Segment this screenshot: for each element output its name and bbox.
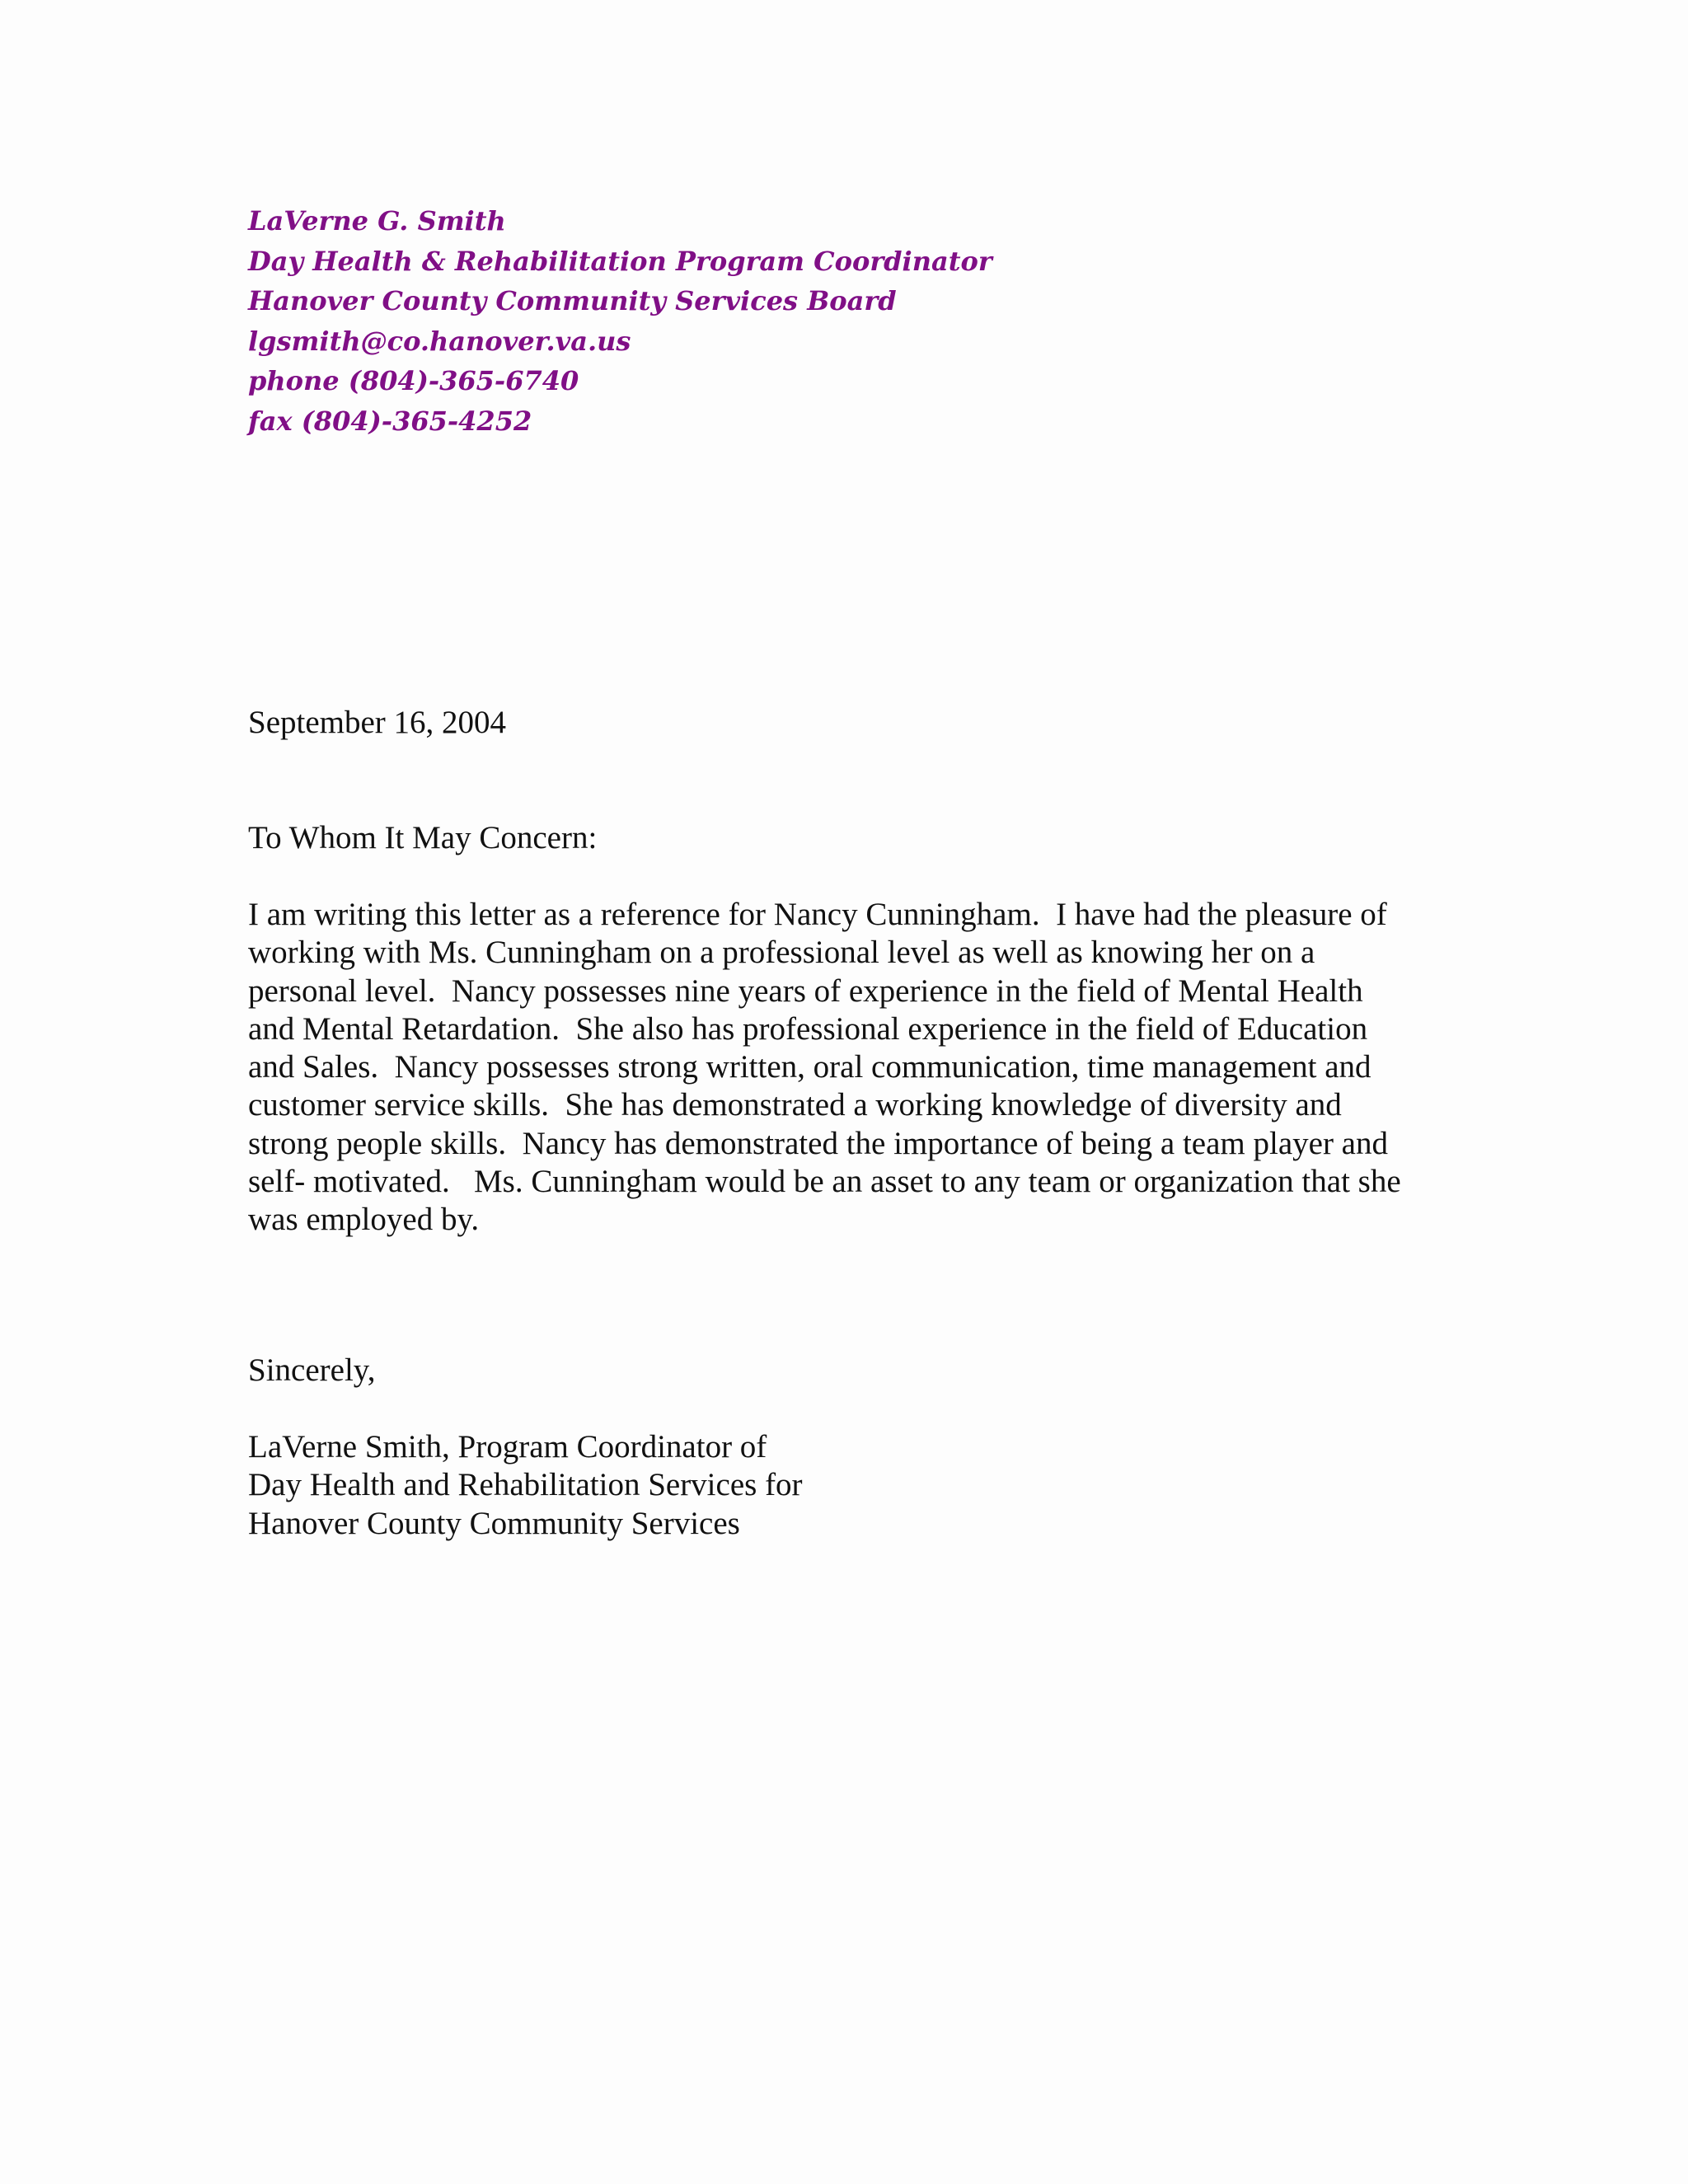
signature-line: Hanover County Community Services — [248, 1505, 740, 1541]
body-line: customer service skills. She has demonstrated a working knowledge of diversity and — [248, 1087, 1342, 1123]
letter-date: September 16, 2004 — [248, 705, 507, 740]
signature-line: LaVerne Smith, Program Coordinator of — [248, 1429, 767, 1465]
closing: Sincerely, — [248, 1352, 376, 1388]
body-line: strong people skills. Nancy has demonstrated the importance of being a team player and — [248, 1125, 1388, 1161]
signature-block — [248, 1428, 803, 1543]
signature-line: Day Health and Rehabilitation Services for — [248, 1467, 803, 1503]
sender-organization: Hanover County Community Services Board — [248, 285, 897, 316]
body-line: and Mental Retardation. She also has professional experience in the field of Education — [248, 1010, 1368, 1047]
salutation: To Whom It May Concern: — [248, 820, 598, 855]
letter-body — [248, 896, 1468, 1240]
body-line: working with Ms. Cunningham on a professional level as well as knowing her on a — [248, 935, 1315, 971]
letterhead — [248, 201, 1484, 441]
body-line: personal level. Nancy possesses nine years of experience in the field of Mental Health — [248, 972, 1363, 1009]
sender-name: LaVerne G. Smith — [248, 205, 506, 237]
body-line: and Sales. Nancy possesses strong written, oral communication, time management and — [248, 1049, 1372, 1085]
sender-email: lgsmith@co.hanover.va.us — [248, 325, 631, 357]
sender-fax: fax (804)-365-4252 — [248, 405, 532, 437]
sender-title: Day Health & Rehabilitation Program Coordinator — [248, 245, 992, 277]
sender-phone: phone (804)-365-6740 — [248, 365, 579, 396]
body-line: was employed by. — [248, 1202, 480, 1238]
body-line: I am writing this letter as a reference for Nancy Cunningham. I have had the pleasure of — [248, 897, 1387, 932]
body-line: self- motivated. Ms. Cunningham would be an asset to any team or organization that she — [248, 1164, 1401, 1200]
